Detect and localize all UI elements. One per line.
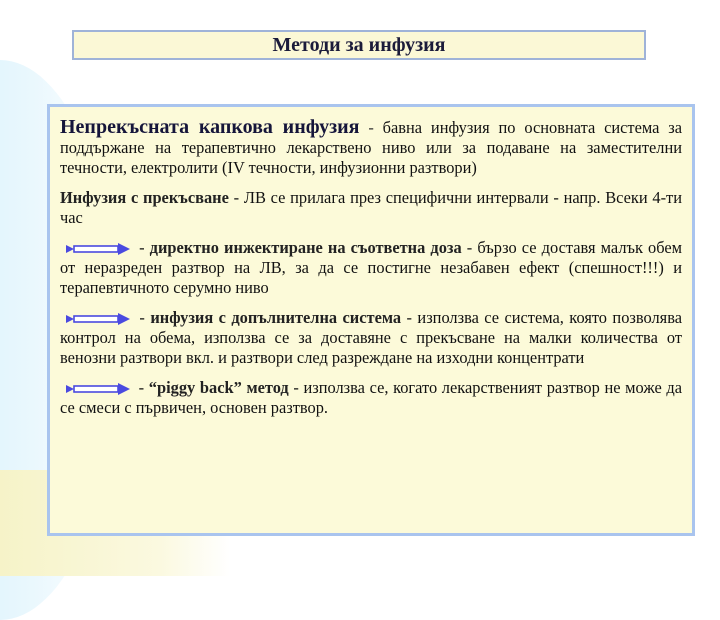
text-intermittent-infusion: - ЛВ се прилага през специфични интервали - напр. Всеки 4-ти час [60, 188, 682, 227]
term-secondary-system: инфузия с допълнителна система [150, 308, 402, 327]
term-continuous-infusion: Непрекъсната капкова инфузия [60, 116, 360, 138]
dash: - [134, 238, 150, 257]
term-direct-injection: директно инжектиране на съответна доза [149, 238, 462, 257]
double-arrow-icon [64, 243, 130, 255]
paragraph-piggy-back [60, 378, 682, 418]
text-piggy-back: - използва се, когато лекарственият разтвор не може да се смеси с първичен, основен разтвор. [60, 378, 682, 417]
slide-title: Методи за инфузия [272, 34, 446, 56]
text-continuous-infusion: бавна инфузия по основната система за поддържане на терапевтично лекарствено ниво или за подаване на заместителни течности, електролити (IV течности, инфузионни разтвори) [60, 118, 682, 177]
text-secondary-system: - използва се система, която позволява контрол на обема, използва се за доставяне с прекъсване на малки количества от венозни разтвори вкл. и разтвори след разреждане на изходни концентрати [60, 308, 682, 367]
text-direct-injection: - бързо се доставя малък обем от неразреден разтвор на ЛВ, за да се постигне незабавен ефект (спешност!!!) и терапевтичното серумно ниво [60, 238, 682, 297]
dash: - [134, 378, 149, 397]
term-piggy-back: “piggy back” метод [148, 378, 289, 397]
paragraph-continuous-infusion [60, 117, 682, 178]
double-arrow-icon [64, 383, 130, 395]
slide-title-box [72, 30, 646, 60]
term-intermittent-infusion: Инфузия с прекъсване [60, 188, 229, 207]
paragraph-secondary-system [60, 308, 682, 368]
paragraph-intermittent-infusion [60, 188, 682, 228]
paragraph-direct-injection [60, 238, 682, 298]
double-arrow-icon [64, 313, 130, 325]
dash: - [359, 118, 383, 137]
content-box [47, 104, 695, 536]
dash: - [134, 308, 151, 327]
